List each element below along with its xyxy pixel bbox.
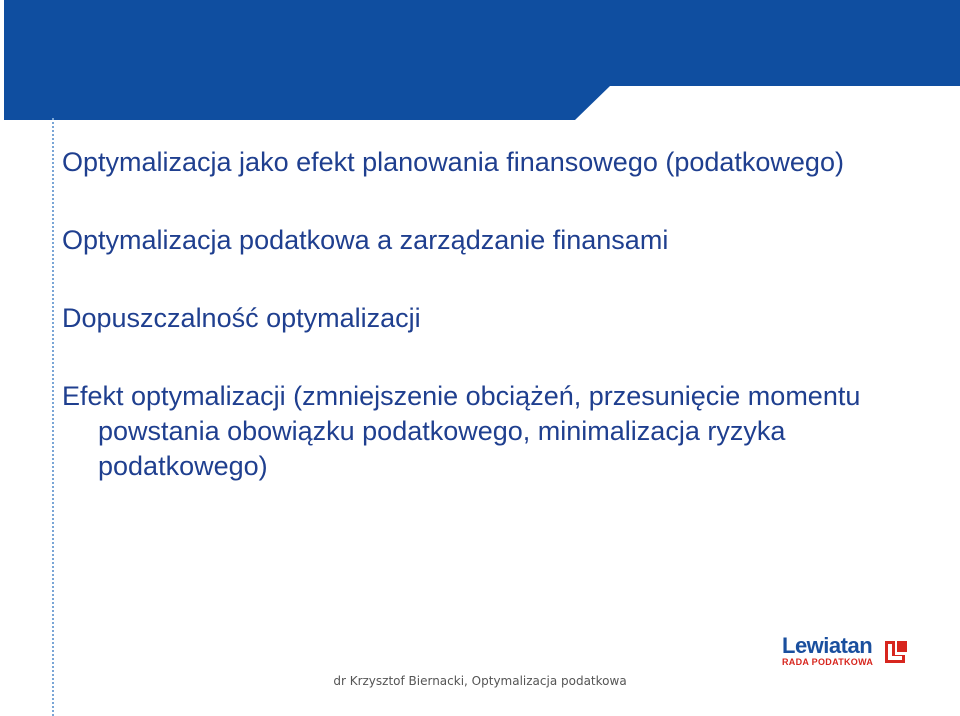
left-dotted-rule — [52, 118, 54, 716]
bullet-item: Dopuszczalność optymalizacji — [62, 303, 421, 333]
logo-wordmark: Lewiatan — [782, 633, 873, 658]
logo-subtitle: RADA PODATKOWA — [782, 657, 874, 667]
bullet-item: Optymalizacja jako efekt planowania finansowego (podatkowego) — [62, 147, 844, 177]
bullet-item: Efekt optymalizacji (zmniejszenie obciążeń, przesunięcie momentu powstania obowiązku podatkowego, minimalizacja ryzyka podatkowego) — [62, 381, 861, 481]
lewiatan-logo — [782, 633, 912, 672]
bullet-item: Optymalizacja podatkowa a zarządzanie finansami — [62, 225, 669, 255]
footer-text: dr Krzysztof Biernacki, Optymalizacja podatkowa — [333, 674, 627, 688]
logo-emblem-icon — [883, 638, 909, 666]
header-band-shape — [4, 0, 960, 120]
header-band — [0, 0, 960, 120]
bullet-list — [62, 145, 942, 484]
